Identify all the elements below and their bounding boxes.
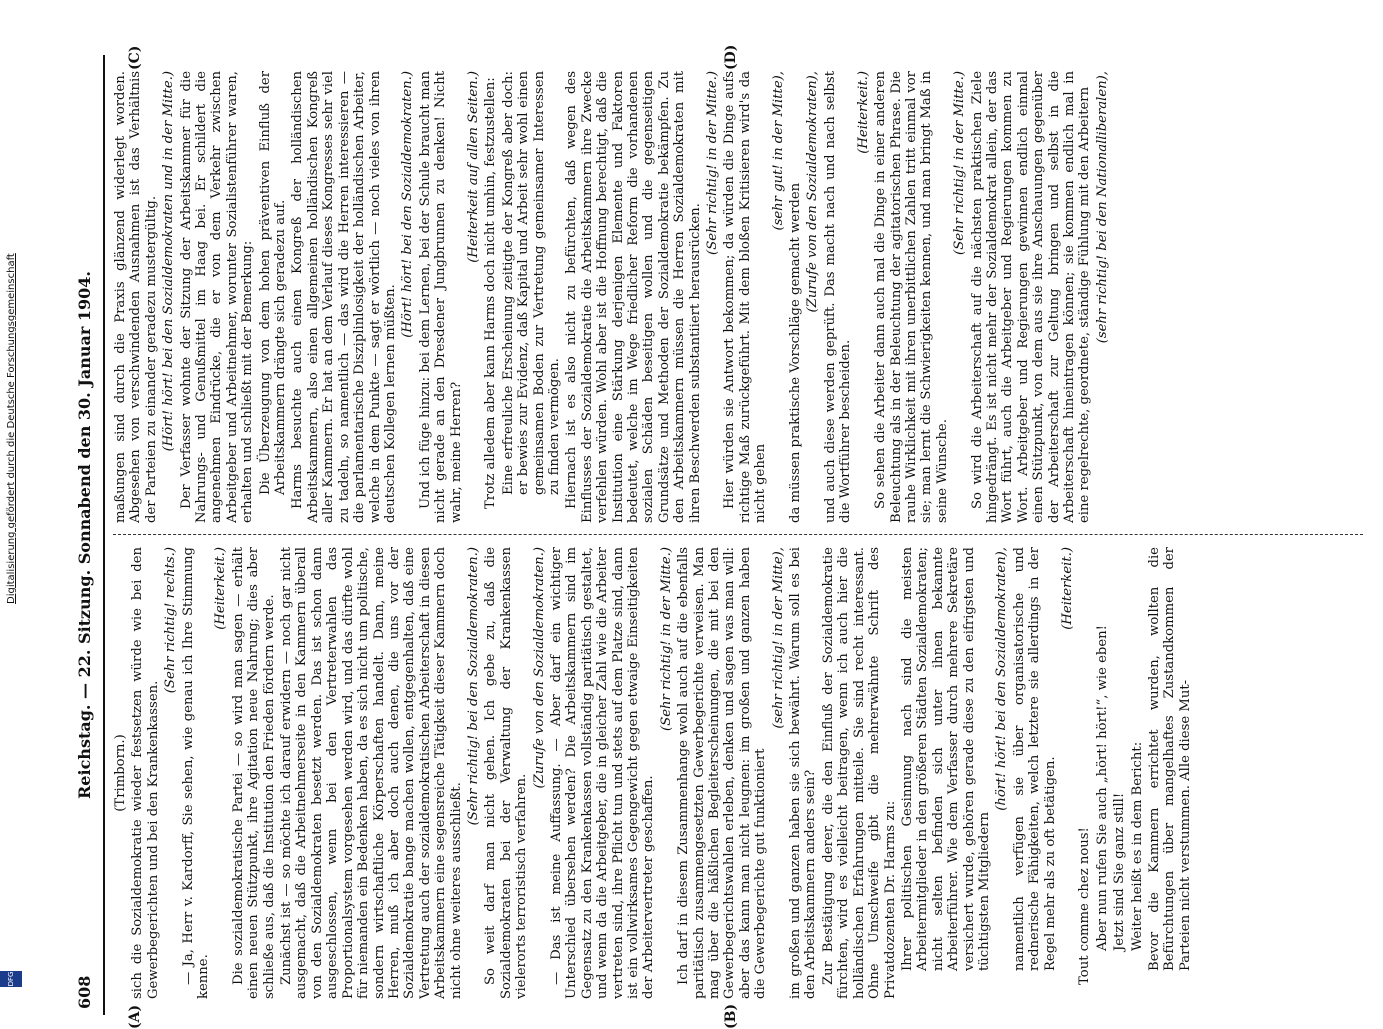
text-paragraph: sich die Sozialdemokratie wieder festsetzen würde wie bei den Gewerbegerichten und bei den Krankenkassen.: [130, 547, 161, 999]
text-paragraph: So wird die Arbeiterschaft auf die nächsten praktischen Ziele hingedrängt. Es ist nicht mehr der Sozialdemokrat allein, der das Wort führt, auch die Arbeitgeber und Regierungen kommen zu Wort. Arbeitgeber und Regierungen gewinnen endlich einmal einen Stützpunkt, von dem aus sie ihre Anschauungen gegenüber der Arbeiterschaft zur Geltung bringen und selbst in die Arbeiterschaft hineintragen können; sie kommen endlich mal in eine regelrechte, geordnete, ständige Fühlung mit den Arbeitern: [969, 71, 1093, 523]
interjection: (Heiterkeit.): [1059, 547, 1075, 630]
text-paragraph: Hiernach ist es also nicht zu befürchten, daß wegen des Einflusses der Sozialdemokratie die Arbeitskammern ihre Zwecke verfehlen würden. Wohl aber ist die Hoffnung berechtigt, daß die Institution eine Stärkung derjenigen Elemente und Faktoren bedeutet, welche im Wege friedlicher Reform die vorhandenen sozialen Schäden beseitigen wollen und die gegenseitigen Grundsätze und Methoden der Sozialdemokratie bekämpfen. Zu den Arbeitskammern müssen die Herren Sozialdemokraten mit ihren Beschwerden substantiiert herausrücken.: [564, 71, 703, 523]
interjection: (Sehr richtig! bei den Sozialdemokraten.): [465, 547, 481, 826]
margin-mark-b: (B): [723, 1003, 739, 1029]
interjection: (sehr gut! in der Mitte),: [770, 71, 786, 231]
running-head: Reichstag. — 22. Sitzung. Sonnabend den 30. Januar 1904.: [75, 271, 94, 799]
column-divider: [113, 534, 1363, 535]
interjection: (Sehr richtig! rechts.): [163, 547, 179, 694]
text-paragraph: So weit darf man nicht gehen. Ich gebe zu, daß die Sozialdemokraten bei der Verwaltung der Krankenkassen vielerorts terroristisch verfahren.: [483, 547, 530, 999]
text-paragraph: Harms besuchte auch einen Kongreß der holländischen Arbeitskammern, also einen allgemeinen holländischen Kongreß aller Kammern. Er hat an dem Verlauf dieses Kongresses sehr viel zu tadeln, so namentlich — das wird die Herren interessieren — die parlamentarische Disziplinlosigkeit der holländischen Arbeiter, welche in dem Punkte — sagt er wörtlich — noch vieles von ihren deutschen Kollegen lernen müßten.: [290, 71, 398, 523]
page-number: 608: [75, 975, 94, 1009]
digitization-credit[interactable]: Digitalisierung gefördert durch die Deutsche Forschungsgemeinschaft: [6, 253, 17, 604]
interjection: (Sehr richtig! in der Mitte.): [705, 71, 721, 255]
margin-mark-d: (D): [723, 44, 739, 70]
interjection: (sehr richtig! bei den Nationalliberalen),: [1094, 71, 1110, 344]
text-paragraph: Zunächst ist — so möchte ich darauf erwidern — noch gar nicht ausgemacht, daß die Arbeitnehmerseite in den Kammern überall von den Sozialdemokraten besetzt werden. Das ist schon dann ausgeschlossen, wenn bei den Vertreterwahlen das Proportionalsystem vorgesehen werden wird, und das dürfte wohl für niemanden ein Bedenken haben, da es sich nicht um politische, sondern wirtschaftliche Körperschaften handelt. Dann, meine Herren, muß ich aber doch auch denen, die uns vor der Sozialdemokratie bange machen wollen, entgegenhalten, daß eine Vertretung auch der sozialdemokratischen Arbeiterschaft in diesen Arbeitskammern eine segensreiche Tätigkeit dieser Kammern doch nicht ohne weiteres ausschließt.: [279, 547, 464, 999]
interjection: (hört! hört! bei den Sozialdemokraten),: [994, 547, 1010, 811]
text-paragraph: Eine erfreuliche Erscheinung zeitigte der Kongreß aber doch: er bewies zur Evidenz, daß Kapital und Arbeit sehr wohl einen gemeinsamen Boden zur Vertretung gemeinsamer Interessen zu finden vermögen.: [500, 71, 562, 495]
margin-mark-c: (C): [127, 45, 143, 70]
text-paragraph: Bevor die Kammern errichtet wurden, wollten die Befürchtungen über mangelhaftes Zustandkommen der Parteien nicht verstummen. Alle diese Mut-: [1147, 547, 1193, 971]
text-paragraph: Hier würden sie Antwort bekommen; da würden die Dinge aufs richtige Maß zurückgeführt. Mit dem bloßen Kritisieren wird's da nicht gehen: [722, 71, 769, 523]
dfg-logo-icon: DFG: [0, 971, 22, 987]
text-paragraph: Trotz alledem aber kann Harms doch nicht umhin, festzustellen:: [483, 77, 499, 509]
text-paragraph: Weiter heißt es in dem Bericht:: [1129, 741, 1145, 951]
interjection: (Sehr richtig! in der Mitte.): [658, 547, 674, 731]
text-paragraph: Aber nun rufen Sie auch „hört! hört!“, wie eben!: [1094, 625, 1110, 951]
right-column: [113, 71, 1363, 523]
text-paragraph: — Ja, Herr v. Kardorff, Sie sehen, wie genau ich Ihre Stimmung kenne.: [180, 547, 212, 999]
interjection: (Hört! hört! bei den Sozialdemokraten.): [400, 71, 416, 338]
text-paragraph: Die sozialdemokratische Partei — so wird man sagen — erhält einen neuen Stützpunkt, ihre Agitation neue Nahrung; dies aber schließe aus, daß die Institution den Frieden fördern werde.: [230, 547, 277, 999]
header-rule: [103, 55, 105, 1015]
text-paragraph: und auch diese werden geprüft. Das macht nach und nach selbst die Wortführer bescheiden.: [822, 71, 854, 523]
margin-mark-a: (A): [127, 1004, 143, 1029]
text-paragraph: Ich darf in diesem Zusammenhange wohl auch auf die ebenfalls paritätisch zusammengesetzten Gewerbegerichte verweisen. Man mag über die häßlichen Begleiterscheinungen, die mit bei den Gewerbegerichtswahlen erleben, denken und sagen was man will: aber das kann man nicht leugnen: im großen und ganzen haben die Gewerbegerichte gut funktioniert: [676, 547, 769, 999]
text-paragraph: da müssen praktische Vorschläge gemacht werden: [788, 182, 804, 523]
rotated-page: [65, 44, 1375, 1029]
page-header: [69, 55, 99, 1015]
text-paragraph: Zur Bestätigung derer, die den Einfluß der Sozialdemokratie fürchten, wird es vielleicht beitragen, wenn ich auch hier die holländischen Erfahrungen mitteile. Sie sind recht interessant. Ohne Umschweife gibt die mehrerwähnte Schrift des Privatdozenten Dr. Harms zu:: [820, 547, 898, 999]
text-paragraph: im großen und ganzen haben sie sich bewährt. Warum soll es bei den Arbeitskammern anders sein?: [788, 547, 819, 999]
interjection: (Heiterkeit.): [855, 71, 871, 154]
left-column: [113, 547, 1363, 999]
text-paragraph: maßungen sind durch die Praxis glänzend widerlegt worden. Abgesehen von verschwindenden Ausnahmen ist das Verhältnis der Parteien zu einander geradezu mustergültig.: [113, 71, 159, 523]
interjection: (Sehr richtig! in der Mitte.): [952, 71, 968, 255]
interjection: (sehr richtig! in der Mitte),: [770, 547, 786, 729]
text-paragraph: Der Verfasser wohnte der Sitzung der Arbeitskammer für die Nahrungs- und Genußmittel im Haag bei. Er schildert die angenehmen Eindrücke, die er von dem Verkehr zwischen Arbeitgeber und Arbeitnehmer, worunter Sozialistenführer waren, erhalten und schließt mit der Bemerkung:: [178, 71, 256, 523]
text-paragraph: Und ich füge hinzu: bei dem Lernen, bei der Schule braucht man nicht gerade an den Dresdener Jungbrunnen zu denken! Nicht wahr, meine Herren?: [417, 71, 464, 523]
text-paragraph: Tout comme chez nous!: [1077, 827, 1093, 985]
speaker-name: (Trimborn.): [113, 734, 128, 812]
interjection: (Heiterkeit auf allen Seiten.): [465, 71, 481, 263]
text-paragraph: So sehen die Arbeiter dann auch mal die Dinge in einer anderen Beleuchtung als in der Beleuchtung der agitatorischen Phrase. Die rauhe Wirklichkeit mit ihren unerbittlichen Zahlen tritt einmal vor sie; man lernt die Schwierigkeiten kennen, und man bringt Maß in seine Wünsche.: [873, 71, 950, 523]
interjection: (Zurufe von den Sozialdemokraten),: [805, 71, 821, 313]
text-paragraph: Jetzt sind Sie ganz still!: [1112, 792, 1128, 951]
text-paragraph: Die Überzeugung von dem hohen präventiven Einfluß der Arbeitskammern drängte sich geradezu auf.: [257, 71, 289, 495]
interjection: (Heiterkeit.): [213, 547, 229, 630]
interjection: (Hört! hört! bei den Sozialdemokraten und in der Mitte.): [161, 71, 177, 452]
text-paragraph: — Das ist meine Auffassung. — Aber darf ein wichtiger Unterschied übersehen werden? Die Arbeitskammern sind im Gegensatz zu den Krankenkassen vollständig paritätisch gestaltet, und wenn da die Arbeitgeber, die in gleicher Zahl wie die Arbeiter vertreten sind, ihre Pflicht tun und stets auf dem Platze sind, dann ist ein vollwirksames Gegengewicht gegen etwaige Einseitigkeiten der Arbeitervertreter geschaffen.: [548, 547, 657, 999]
interjection: (Zurufe von den Sozialdemokraten.): [531, 547, 547, 789]
text-paragraph: namentlich verfügen sie über organisatorische und rednerische Fähigkeiten, welch letztere sie allerdings in der Regel mehr als zu oft betätigen.: [1011, 547, 1058, 971]
text-paragraph: Ihrer politischen Gesinnung nach sind die meisten Arbeitermitglieder in den größeren Städten Sozialdemokraten; nicht selten befinden sich unter ihnen bekannte Arbeiterführer. Wie dem Verfasser durch mehrere Sekretäre versichert wurde, gehören gerade diese zu den eifrigsten und tüchtigsten Mitgliedern: [899, 547, 992, 971]
